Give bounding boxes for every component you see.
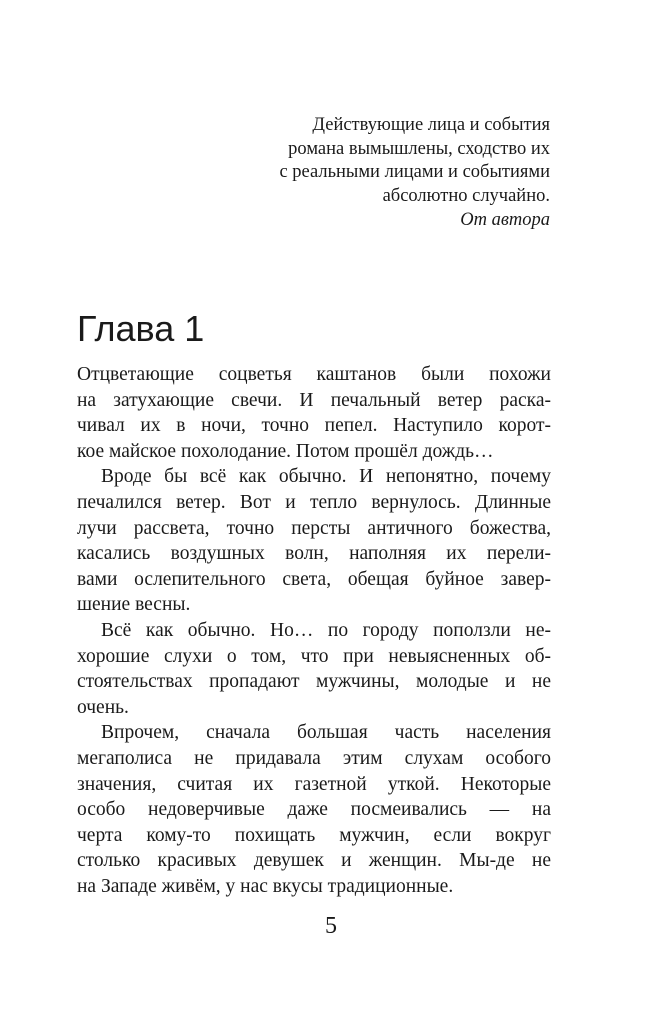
text-line: кое майское похолодание. Потом прошёл дождь…	[77, 440, 494, 462]
text-line: черта кому-то похищать мужчин, если вокруг	[77, 824, 551, 846]
epigraph	[220, 114, 550, 233]
chapter-body	[77, 362, 551, 899]
text-line: особо недоверчивые даже посмеивались — на	[77, 799, 551, 821]
text-line: столько красивых девушек и женщин. Мы-де не	[77, 850, 551, 872]
paragraph	[77, 362, 551, 464]
paragraph	[77, 618, 551, 720]
text-line: Отцветающие соцветья каштанов были похожи	[77, 364, 551, 385]
epigraph-line: абсолютно случайно.	[382, 185, 550, 206]
text-line: мегаполиса не придавала этим слухам особого	[77, 747, 551, 769]
text-line: Вроде бы всё как обычно. И непонятно, почему	[101, 466, 551, 488]
page-number: 5	[325, 913, 337, 939]
text-line: касались воздушных волн, наполняя их перели-	[77, 543, 551, 565]
paragraph	[77, 464, 551, 618]
text-line: на Западе живём, у нас вкусы традиционные.	[77, 875, 454, 897]
text-line: вами ослепительного света, обещая буйное завер-	[77, 568, 551, 590]
epigraph-line: Действующие лица и события	[312, 115, 550, 135]
epigraph-line: романа вымышлены, сходство их	[288, 138, 550, 159]
epigraph-attribution: От автора	[460, 210, 550, 230]
text-line: стоятельствах пропадают мужчины, молодые и не	[77, 671, 551, 693]
text-line: на затухающие свечи. И печальный ветер раска-	[77, 389, 551, 411]
text-line: очень.	[77, 696, 129, 718]
text-line: Всё как обычно. Но… по городу поползли не-	[101, 619, 551, 641]
text-line: чивал их в ночи, точно пепел. Наступило корот-	[77, 415, 551, 437]
text-line: значения, считая их газетной уткой. Некоторые	[77, 773, 551, 795]
chapter-title: Глава 1	[77, 308, 205, 349]
epigraph-line: с реальными лицами и событиями	[279, 162, 550, 182]
text-line: печалился ветер. Вот и тепло вернулось. Длинные	[77, 491, 551, 513]
text-line: лучи рассвета, точно персты античного божества,	[77, 517, 551, 539]
text-line: шение весны.	[77, 594, 191, 616]
text-line: Впрочем, сначала большая часть населения	[101, 722, 551, 744]
text-line: хорошие слухи о том, что при невыясненных об-	[77, 645, 551, 667]
paragraph	[77, 720, 551, 899]
